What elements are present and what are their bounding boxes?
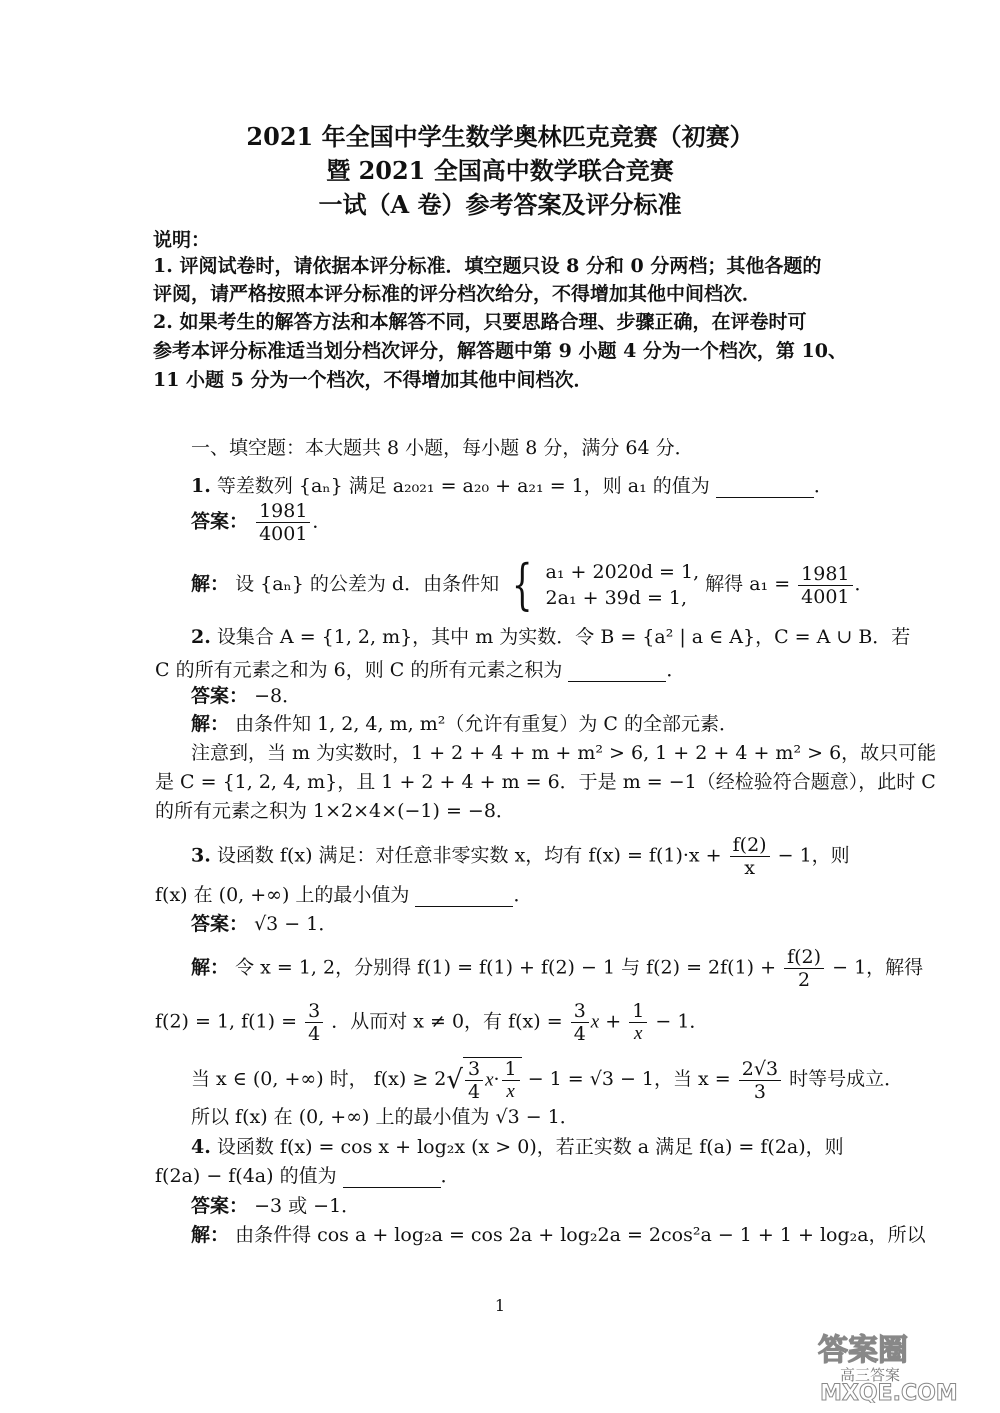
q3-text-2: f(x) 在 (0, +∞) 上的最小值为 <box>155 884 410 906</box>
q3-x: x <box>590 1011 600 1033</box>
solution-label: 解： <box>191 713 230 735</box>
q3-solution-3-end: 时等号成立． <box>789 1068 904 1090</box>
q3-frac-den-x: x <box>634 1023 643 1044</box>
q4-text-2: f(2a) − f(4a) 的值为 <box>155 1165 337 1187</box>
q1-blank <box>716 477 814 498</box>
q4-line-2: f(2a) − f(4a) 的值为 ． <box>155 1165 460 1187</box>
q3-three-quarters-2 <box>571 1000 589 1045</box>
q3-solution-3-mid: − 1 = √3 − 1，当 x = <box>527 1068 731 1090</box>
q3-fraction-numerator: f(2) <box>730 834 770 857</box>
q1-answer-fraction <box>256 500 310 545</box>
q3-solution-1 <box>191 946 923 991</box>
q3-text-1-pre: 设函数 f(x) 满足：对任意非零实数 x，均有 f(x) = f(1)·x + <box>216 844 722 867</box>
q2-line-2: C 的所有元素之和为 6，则 C 的所有元素之积为 ． <box>155 659 686 681</box>
answer-label: 答案： <box>191 685 249 707</box>
q3-solution-2-mid: ．从而对 x ≠ 0，有 f(x) = <box>331 1010 563 1033</box>
q1-answer-numerator: 1981 <box>256 500 310 523</box>
q3-frac-num-3b: 3 <box>571 1000 589 1023</box>
q1-system <box>546 559 700 611</box>
q3-rad-num-1: 1 <box>502 1058 520 1081</box>
q3-frac-den-4b: 4 <box>573 1023 586 1045</box>
q3-rad-den-x: x <box>506 1081 515 1102</box>
watermark-text-1: 答案圈 <box>818 1333 908 1368</box>
q3-line-2: f(x) 在 (0, +∞) 上的最小值为 ． <box>155 884 533 906</box>
watermark-text-2: 高三答案 <box>840 1366 901 1384</box>
q3-rad-den-4: 4 <box>467 1081 481 1103</box>
q1-solution-post: 解得 a₁ = <box>705 573 791 595</box>
q4-number: 4. <box>191 1136 211 1158</box>
q3-three-quarters <box>305 1000 323 1045</box>
q2-number: 2. <box>191 626 211 648</box>
q3-frac-num-1: 1 <box>629 1000 647 1023</box>
q3-rad-num-3: 3 <box>465 1058 483 1081</box>
q3-solution-2: f(2) = 1, f(1) = $\frac{3}{4}$ ．从而对 x ≠ 0，有 f(x) = $\frac{3}{4}$ x + $\frac{1}{x}$ − 1． <box>155 1000 709 1045</box>
q2-answer <box>191 684 301 708</box>
q1-case-2: 2a₁ + 39d = 1, <box>545 587 688 609</box>
q3-one-over-x <box>629 1000 647 1045</box>
notes-line-2: 评阅，请严格按照本评分标准的评分档次给分，不得增加其他中间档次． <box>153 283 762 305</box>
q3-fraction-denominator: x <box>744 857 755 879</box>
q1-line: 1. 等差数列 {aₙ} 满足 a₂₀₂₁ = a₂₀ + a₂₁ = 1，则 a₁ 的值为 ． <box>191 475 833 497</box>
q3-equality-fraction <box>739 1058 781 1103</box>
q1-solution-pre: 设 {aₙ} 的公差为 d．由条件知 <box>235 573 500 595</box>
solution-label: 解： <box>191 573 230 595</box>
q3-fraction <box>730 834 770 879</box>
q1-solution-denominator: 4001 <box>801 585 850 608</box>
watermark-text-3: MXQE.COM <box>820 1381 958 1403</box>
q3-solution-4: 所以 f(x) 在 (0, +∞) 上的最小值为 √3 − 1． <box>191 1106 579 1128</box>
q1-number: 1. <box>191 475 211 497</box>
q3-answer-value: √3 − 1． <box>254 913 338 935</box>
notes-heading: 说明： <box>153 229 211 251</box>
q3-solution-2-end: − 1． <box>655 1010 709 1033</box>
watermark-logo-graphic <box>810 1328 980 1403</box>
answer-label: 答案： <box>191 510 249 533</box>
title-line-2: 暨 2021 全国高中数学联合竞赛 <box>326 156 674 185</box>
title-line-1: 2021 年全国中学生数学奥林匹克竞赛（初赛） <box>246 122 754 151</box>
q1-solution-fraction <box>798 563 852 608</box>
q4-answer <box>191 1194 360 1218</box>
q3-solution-fraction-numerator: f(2) <box>784 946 824 969</box>
q4-solution-1 <box>191 1223 926 1247</box>
q1-solution: 解： 设 {aₙ} 的公差为 d．由条件知 { a₁ + 2020d = 1, 2a₁ + 39d = 1, 解得 a₁ = $\frac{1981}{4001}$ ． <box>191 553 874 616</box>
q2-solution-2: 注意到，当 m 为实数时，1 + 2 + 4 + m + m² > 6, 1 + 2 + 4 + m² > 6，故只可能 <box>191 742 937 764</box>
q3-blank <box>415 886 513 907</box>
q3-solution-1-post: − 1，解得 <box>832 956 924 979</box>
notes-line-5: 11 小题 5 分为一个档次，不得增加其他中间档次． <box>153 369 593 391</box>
answer-label: 答案： <box>191 1195 249 1217</box>
q2-solution-text-1: 由条件知 1, 2, 4, m, m²（允许有重复）为 C 的全部元素． <box>235 713 738 735</box>
q1-case-1: a₁ + 2020d = 1, <box>545 561 700 583</box>
q3-radicand-3-4 <box>465 1058 483 1103</box>
q1-system-brace: { <box>511 553 533 616</box>
q3-solution-fraction <box>784 946 824 991</box>
q1-answer: 答案： $\frac{1981}{4001}$ ． <box>191 500 332 545</box>
q3-solution-1-pre: 令 x = 1, 2，分别得 f(1) = f(1) + f(2) − 1 与 f(2) = 2f(1) + <box>235 956 777 979</box>
q1-text: 等差数列 {aₙ} 满足 a₂₀₂₁ = a₂₀ + a₂₁ = 1，则 a₁ 的值为 <box>216 475 710 497</box>
q3-frac-num-3: 3 <box>305 1000 323 1023</box>
q2-solution-4: 的所有元素之积为 1×2×4×(−1) = −8． <box>155 800 515 822</box>
q3-eq-den: 3 <box>753 1080 766 1103</box>
q2-line-1 <box>191 625 910 649</box>
q4-solution-text-1: 由条件得 cos a + log₂a = cos 2a + log₂2a = 2cos²a − 1 + 1 + log₂a，所以 <box>235 1224 926 1246</box>
q3-frac-den-4: 4 <box>308 1023 321 1045</box>
q4-line-1 <box>191 1135 844 1159</box>
answer-label: 答案： <box>191 913 249 935</box>
solution-label: 解： <box>191 956 230 979</box>
title-line-3: 一试（A 卷）参考答案及评分标准 <box>318 190 682 219</box>
q4-blank <box>343 1167 441 1188</box>
q2-solution-1 <box>191 712 738 736</box>
section-heading: 一、填空题：本大题共 8 小题，每小题 8 分，满分 64 分． <box>191 437 694 459</box>
q3-solution-fraction-denominator: 2 <box>798 969 811 991</box>
q3-solution-3-pre: 当 x ∈ (0, +∞) 时， f(x) ≥ 2 <box>191 1068 447 1090</box>
q2-text-1: 设集合 A = {1, 2, m}，其中 m 为实数．令 B = {a² | a ∈ A}，C = A ∪ B．若 <box>216 626 911 648</box>
q2-solution-3: 是 C = {1, 2, 4, m}，且 1 + 2 + 4 + m = 6．于是 m = −1（经检验符合题意），此时 C <box>155 771 936 793</box>
sqrt-sign: √ <box>446 1065 463 1095</box>
q3-number: 3. <box>191 844 211 867</box>
solution-label: 解： <box>191 1224 230 1246</box>
notes-line-1: 1. 评阅试卷时，请依据本评分标准．填空题只设 8 分和 0 分两档；其他各题的 <box>153 255 822 277</box>
q3-solution-3 <box>191 1057 903 1103</box>
watermark-logo <box>810 1328 980 1403</box>
q4-text-1: 设函数 f(x) = cos x + log₂x (x > 0)，若正实数 a 满足 f(a) = f(2a)，则 <box>216 1136 844 1158</box>
notes-line-3: 2. 如果考生的解答方法和本解答不同，只要思路合理、步骤正确，在评卷时可 <box>153 311 807 333</box>
q3-text-1-post: − 1，则 <box>777 844 850 867</box>
q1-answer-denominator: 4001 <box>259 523 308 545</box>
q2-blank <box>568 661 666 682</box>
page-number: 1 <box>494 1296 506 1315</box>
q2-text-2: C 的所有元素之和为 6，则 C 的所有元素之积为 <box>155 659 563 681</box>
q3-radicand: $\frac{3}{4}$ x· $\frac{1}{x}$ <box>463 1057 522 1103</box>
q3-answer <box>191 912 337 936</box>
q1-solution-numerator: 1981 <box>798 563 852 586</box>
q3-rad-x: x <box>485 1069 494 1091</box>
q3-solution-2-pre: f(2) = 1, f(1) = <box>155 1010 298 1033</box>
q3-line-1 <box>191 834 850 879</box>
q3-eq-num: 2√3 <box>739 1058 781 1081</box>
q3-radicand-1-x <box>502 1058 520 1103</box>
q4-answer-value: −3 或 −1． <box>254 1195 361 1217</box>
q2-answer-value: −8． <box>254 685 302 707</box>
notes-line-4: 参考本评分标准适当划分档次评分，解答题中第 9 小题 4 分为一个档次，第 10、 <box>153 340 847 362</box>
